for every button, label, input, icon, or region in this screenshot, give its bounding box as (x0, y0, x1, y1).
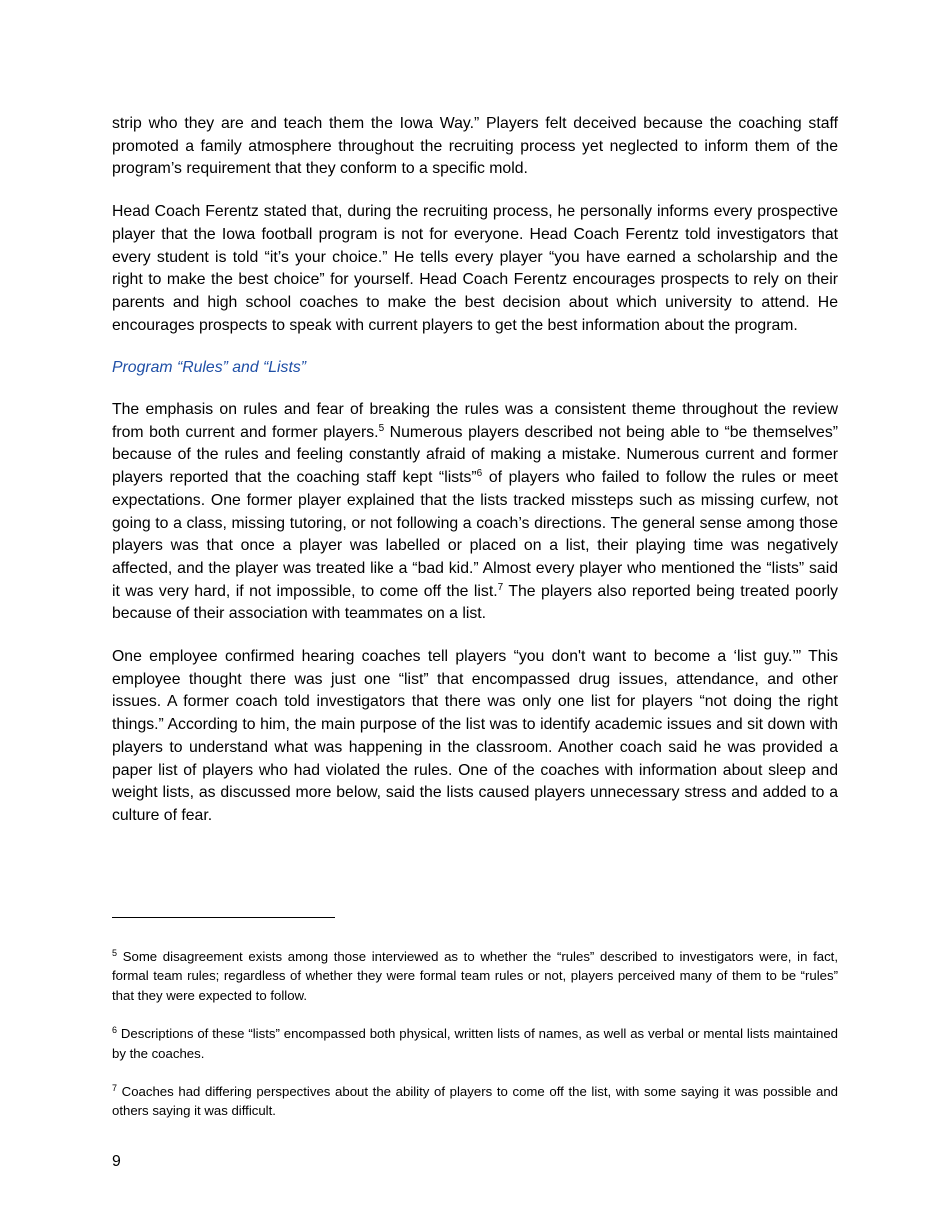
page-number: 9 (112, 1153, 121, 1170)
paragraph-rules-fear-part-c: of players who failed to follow the rules or meet expectations. One former player explained that the lists tracked missteps such as missing curfew, not going to a class, missing tutoring, or not following a coach’s directions. The general sense among those players was that once a player was labelled or placed on a list, their playing time was negatively affected, and the player was treated like a “bad kid.” Almost every player who mentioned the “lists” said it was very hard, if not impossible, to come off the list. (112, 469, 838, 600)
footnotes-section (112, 947, 838, 1140)
footnote-7 (112, 1082, 838, 1121)
paragraph-rules-fear-part-b: Numerous players described not being able to “be themselves” because of the rules and feeling constantly afraid of making a mistake. Numerous current and former players reported that the coaching staff kept “lists” (112, 423, 838, 487)
paragraph-ferentz-recruiting: Head Coach Ferentz stated that, during the recruiting process, he personally informs every prospective player that the Iowa football program is not for everyone. Head Coach Ferentz told investigators that every student is told “it’s your choice.” He tells every player “you have earned a scholarship and the right to make the best choice” for yourself. Head Coach Ferentz encourages prospects to rely on their parents and high school coaches to make the best decision about which university to attend. He encourages prospects to speak with current players to get the best information about the program. (112, 203, 838, 334)
paragraph-rules-fear (112, 399, 838, 626)
footnote-separator (112, 917, 335, 918)
paragraph-rules-fear-part-d: The players also reported being treated poorly because of their association with teammates on a list. (112, 582, 838, 623)
footnote-marker-5: 5 (112, 948, 118, 958)
footnote-reference-7[interactable]: 7 (497, 581, 504, 593)
document-body (112, 113, 838, 848)
paragraph-list-guy: One employee confirmed hearing coaches tell players “you don't want to become a ‘list guy.’” This employee thought there was just one “list” that encompassed drug issues, attendance, and other issues. A former coach told investigators that there was only one list for players “not doing the right things.” According to him, the main purpose of the list was to identify academic issues and sit down with players to understand what was happening in the classroom. Another coach said he was provided a paper list of players who had violated the rules. One of the coaches with information about sleep and weight lists, as discussed more below, said the lists caused players unnecessary stress and added to a culture of fear. (112, 648, 838, 824)
footnote-5 (112, 947, 838, 1005)
footnote-5-text: Some disagreement exists among those interviewed as to whether the “rules” described to investigators were, in fact, formal team rules; regardless of whether they were formal team rules or not, players perceived many of them to be “rules” that they were expected to follow. (112, 949, 838, 1003)
paragraph-iowa-way: strip who they are and teach them the Iowa Way.” Players felt deceived because the coaching staff promoted a family atmosphere throughout the recruiting process yet neglected to inform them of the program’s requirement that they conform to a specific mold. (112, 115, 838, 178)
footnote-reference-6[interactable]: 6 (476, 468, 483, 480)
section-heading-rules-lists: Program “Rules” and “Lists” (112, 359, 307, 377)
footnote-marker-6: 6 (112, 1025, 118, 1036)
footnote-reference-5[interactable]: 5 (378, 422, 385, 434)
footnote-6 (112, 1024, 838, 1063)
footnote-6-text: Descriptions of these “lists” encompassed both physical, written lists of names, as well as verbal or mental lists maintained by the coaches. (112, 1026, 838, 1061)
paragraph-rules-fear-part-a: The emphasis on rules and fear of breaking the rules was a consistent theme throughout the review from both current and former players. (112, 401, 838, 441)
footnote-7-text: Coaches had differing perspectives about the ability of players to come off the list, with some saying it was possible and others saying it was difficult. (112, 1084, 838, 1119)
footnote-marker-7: 7 (112, 1083, 118, 1094)
